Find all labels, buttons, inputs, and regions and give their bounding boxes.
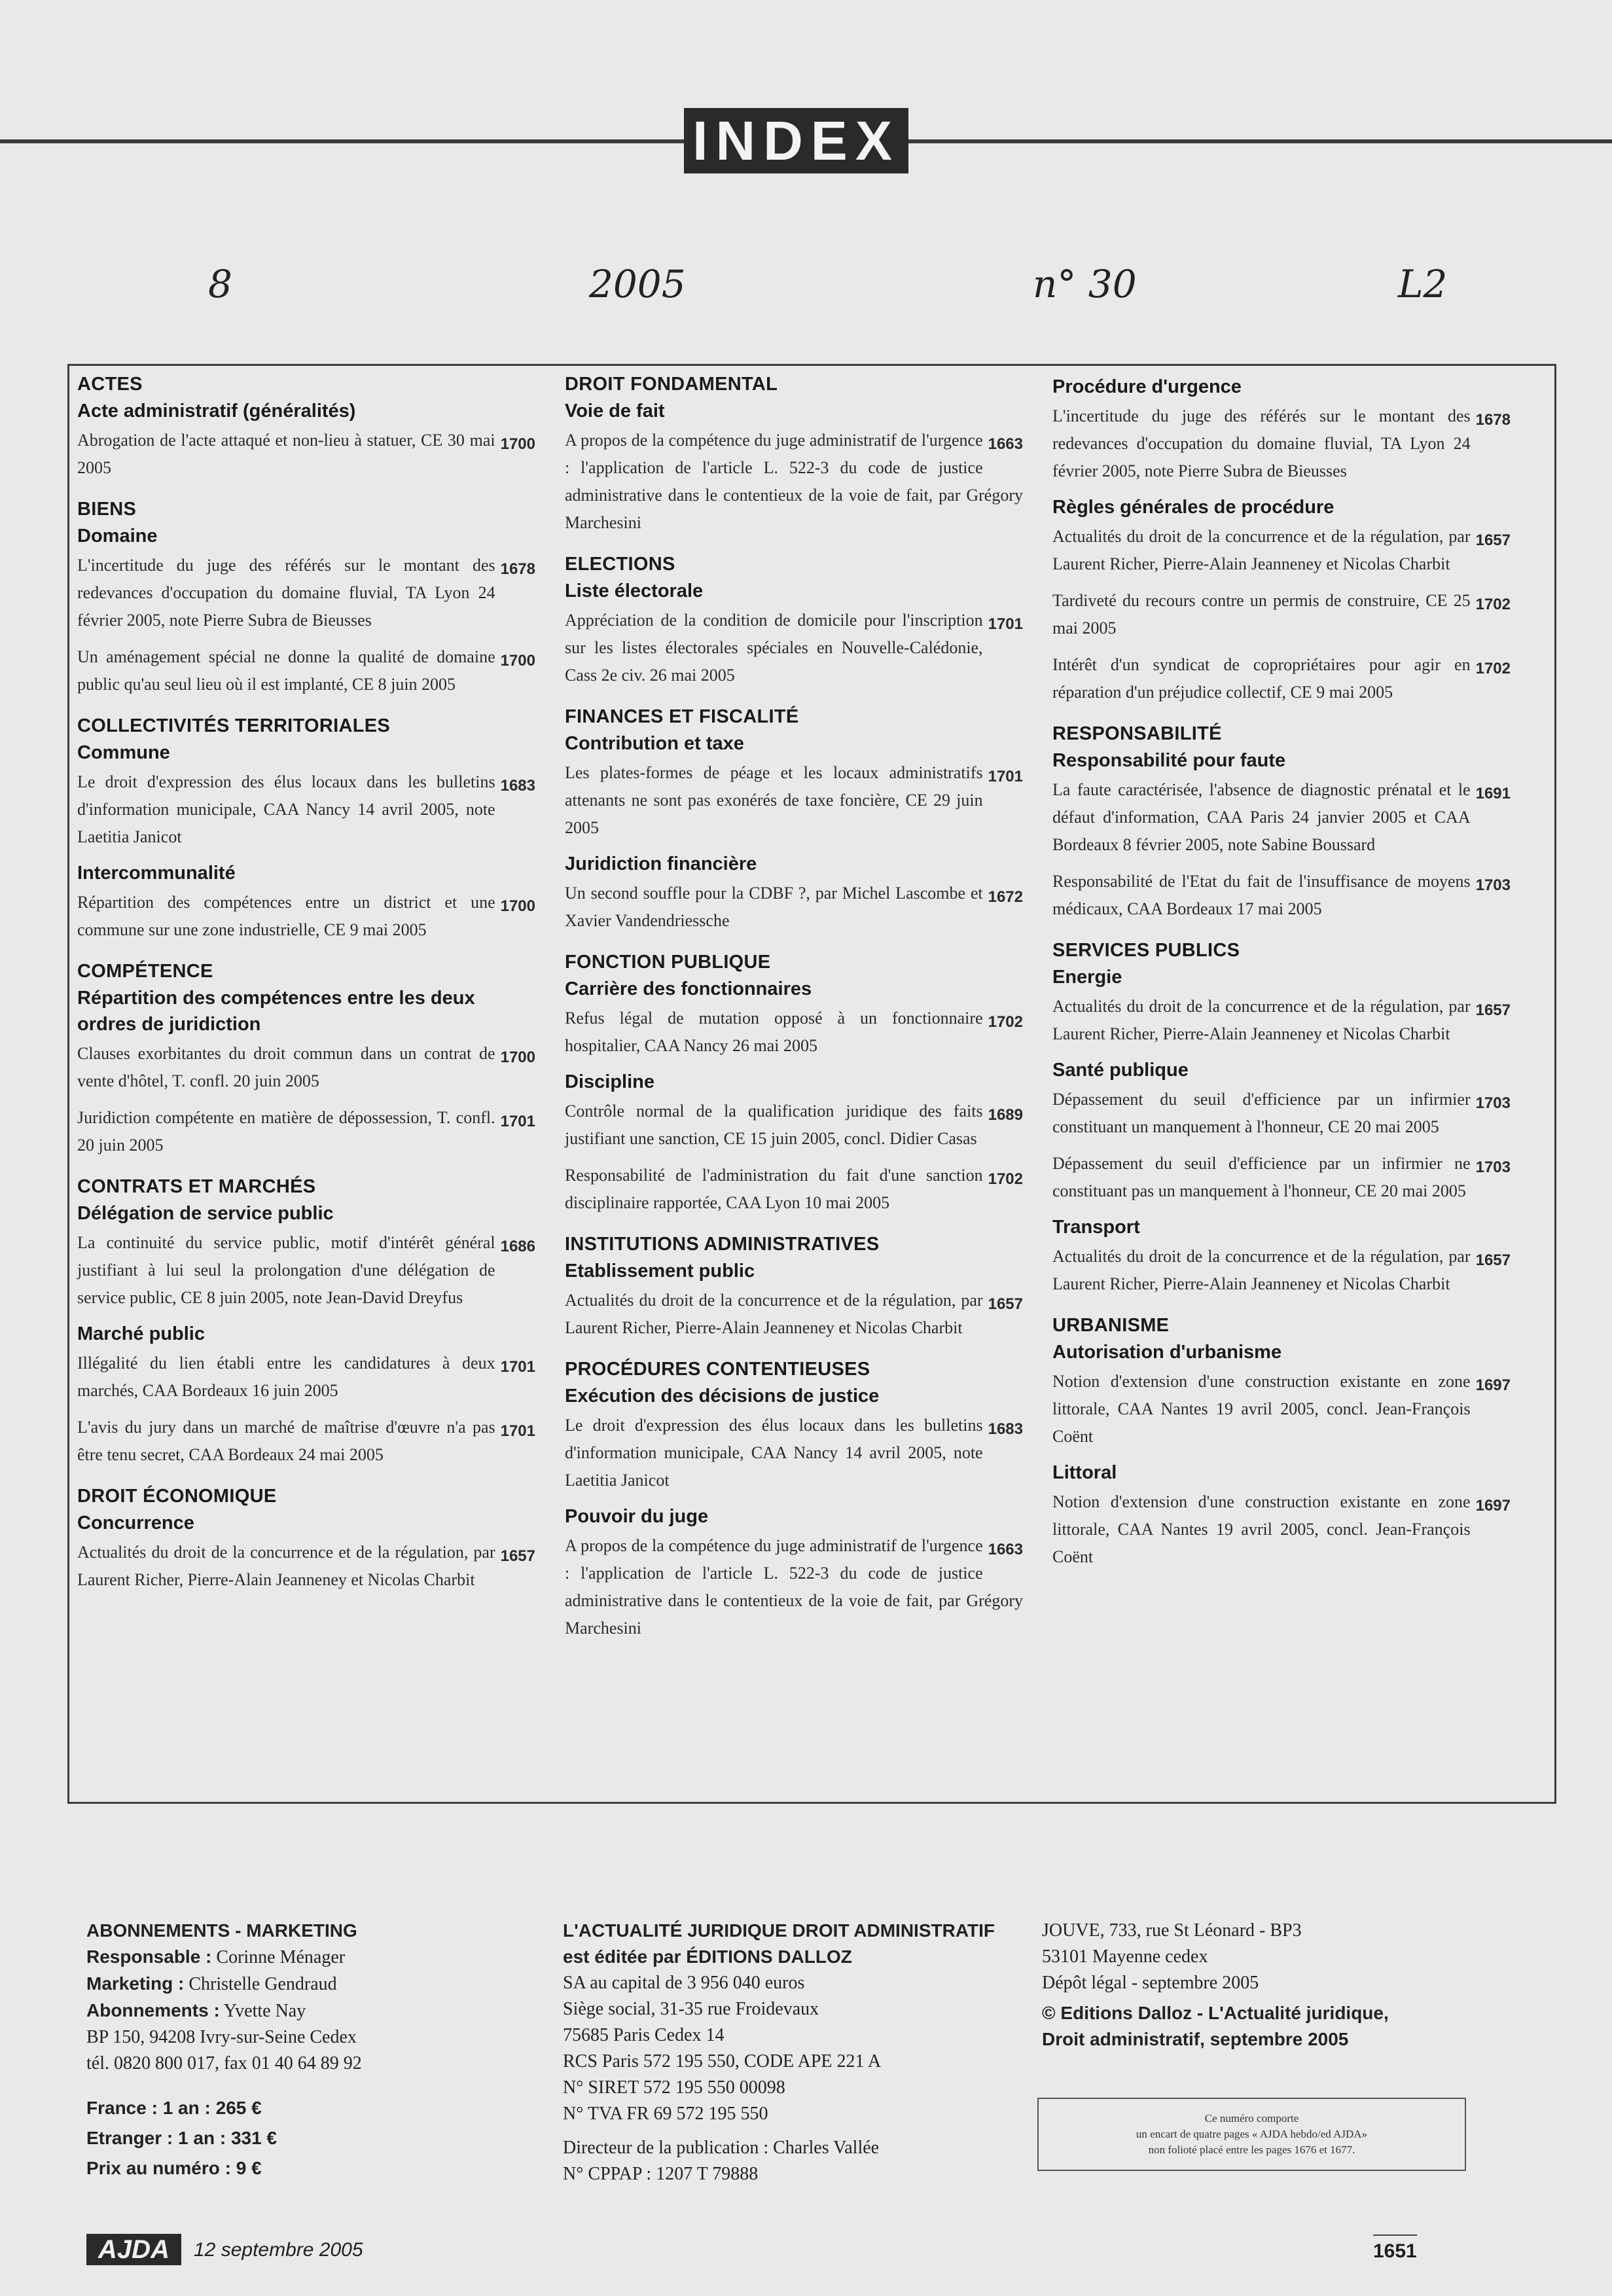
printer-line: Dépôt légal - septembre 2005 [1042, 1973, 1259, 1993]
publisher-heading-2: est éditée par ÉDITIONS DALLOZ [563, 1946, 852, 1967]
index-entry-text: Responsabilité de l'administration du fait d'une sanction disciplinaire rapportée, CAA Lyon 10 mai 2005 [565, 1166, 983, 1212]
index-entry-page: 1678 [500, 560, 535, 578]
index-entry-text: A propos de la compétence du juge administratif de l'urgence : l'application de l'article L. 522-3 du code de justice administrative dans le contentieux de la voie de fait, par Grégory Marchesini [565, 1536, 1023, 1638]
index-column-1 [77, 374, 535, 1603]
index-section-heading: SERVICES PUBLICS [1052, 940, 1240, 961]
footer-printer [1042, 1918, 1500, 2053]
index-subheading: Répartition des compétences entre les deux ordres de juridiction [77, 988, 475, 1035]
index-section-heading: DROIT ÉCONOMIQUE [77, 1486, 277, 1507]
index-entry [1052, 1488, 1511, 1571]
index-entry-page: 1701 [500, 1358, 535, 1376]
handwritten-note-2: 2005 [589, 262, 686, 306]
index-entry-page: 1691 [1475, 785, 1511, 802]
page-number: 1651 [1373, 2234, 1417, 2267]
index-entry-text: Appréciation de la condition de domicile pour l'inscription sur les listes électorales spéciales en Nouvelle-Calédonie, Cass 2e civ. 26 mai 2005 [565, 611, 983, 685]
handwritten-note-1: 8 [208, 262, 232, 306]
footer-publisher [563, 1918, 1047, 2187]
index-entry-page: 1700 [500, 897, 535, 915]
publisher-line: SA au capital de 3 956 040 euros [563, 1973, 805, 1993]
index-entry [77, 1040, 535, 1095]
index-entry-page: 1702 [988, 1170, 1023, 1188]
publisher-line: 75685 Paris Cedex 14 [563, 2025, 725, 2045]
index-entry-page: 1701 [988, 768, 1023, 785]
index-table [67, 364, 1556, 1804]
index-subheading: Etablissement public [565, 1261, 755, 1282]
index-entry [77, 889, 535, 944]
index-entry-page: 1701 [500, 1422, 535, 1440]
index-entry-page: 1697 [1475, 1376, 1511, 1394]
index-title: INDEX [684, 108, 908, 173]
index-entry [77, 768, 535, 851]
index-entry-page: 1678 [1475, 411, 1511, 429]
index-entry [77, 1350, 535, 1405]
index-entry-text: Responsabilité de l'Etat du fait de l'insuffisance de moyens médicaux, CAA Bordeaux 17 mai 2005 [1052, 872, 1471, 918]
index-subheading: Littoral [1052, 1462, 1117, 1483]
index-entry-text: Dépassement du seuil d'efficience par un infirmier constituant un manquement à l'honneur, CE 20 mai 2005 [1052, 1090, 1471, 1136]
index-subheading: Autorisation d'urbanisme [1052, 1342, 1282, 1363]
index-entry-text: Abrogation de l'acte attaqué et non-lieu à statuer, CE 30 mai 2005 [77, 431, 495, 477]
index-entry-page: 1657 [500, 1547, 535, 1565]
index-section-heading: COLLECTIVITÉS TERRITORIALES [77, 715, 391, 736]
index-entry-text: Illégalité du lien établi entre les candidatures à deux marchés, CAA Bordeaux 16 juin 2005 [77, 1354, 495, 1400]
printer-line: 53101 Mayenne cedex [1042, 1946, 1208, 1967]
index-entry-page: 1657 [1475, 1001, 1511, 1019]
index-section-heading: ELECTIONS [565, 554, 675, 575]
index-entry-text: Les plates-formes de péage et les locaux administratifs attenants ne sont pas exonérés de taxe foncière, CE 29 juin 2005 [565, 763, 983, 837]
ajda-logo: AJDA [86, 2234, 181, 2265]
index-entry-text: L'avis du jury dans un marché de maîtrise d'œuvre n'a pas être tenu secret, CAA Bordeaux 24 mai 2005 [77, 1418, 495, 1464]
index-column-3 [1052, 374, 1511, 1580]
index-entry-text: L'incertitude du juge des référés sur le montant des redevances d'occupation du domaine fluvial, TA Lyon 24 février 2005, note Pierre Subra de Bieusses [77, 556, 495, 630]
index-subheading: Responsabilité pour faute [1052, 750, 1286, 771]
index-entry-text: Notion d'extension d'une construction existante en zone littorale, CAA Nantes 19 avril 2005, concl. Jean-François Coënt [1052, 1492, 1471, 1566]
index-section-heading: URBANISME [1052, 1315, 1170, 1336]
index-entry [77, 552, 535, 634]
publisher-heading-1: L'ACTUALITÉ JURIDIQUE DROIT ADMINISTRATIF [563, 1920, 995, 1941]
index-entry-page: 1702 [1475, 596, 1511, 613]
insert-notice: Ce numéro comporte un encart de quatre pages « AJDA hebdo/ed AJDA» non folioté placé entre les pages 1676 et 1677. [1037, 2098, 1466, 2171]
index-entry-text: Le droit d'expression des élus locaux dans les bulletins d'information municipale, CAA Nancy 14 avril 2005, note Laetitia Janicot [77, 772, 495, 846]
footer-subscriptions [86, 1918, 545, 2181]
index-subheading: Exécution des décisions de justice [565, 1386, 880, 1407]
price-issue: Prix au numéro : 9 € [86, 2158, 262, 2178]
index-entry-text: Dépassement du seuil d'efficience par un infirmier ne constituant pas un manquement à l'honneur, CE 20 mai 2005 [1052, 1154, 1471, 1200]
index-subheading: Liste électorale [565, 581, 704, 601]
index-entry-text: Actualités du droit de la concurrence et de la régulation, par Laurent Richer, Pierre-Alain Jeanneney et Nicolas Charbit [77, 1543, 495, 1589]
index-entry-page: 1657 [988, 1295, 1023, 1313]
index-entry-page: 1663 [988, 1541, 1023, 1558]
copyright-line-2: Droit administratif, septembre 2005 [1042, 2029, 1349, 2049]
index-entry [565, 427, 1023, 537]
index-entry-text: Actualités du droit de la concurrence et de la régulation, par Laurent Richer, Pierre-Alain Jeanneney et Nicolas Charbit [1052, 1247, 1471, 1293]
index-entry-page: 1689 [988, 1106, 1023, 1124]
publisher-line: N° TVA FR 69 572 195 550 [563, 2104, 768, 2124]
price-france: France : 1 an : 265 € [86, 2098, 262, 2118]
index-entry-page: 1672 [988, 888, 1023, 906]
index-entry [1052, 1150, 1511, 1205]
handwritten-note-3: n° 30 [1033, 262, 1137, 306]
index-entry [565, 607, 1023, 689]
index-entry [565, 759, 1023, 842]
footer-line: BP 150, 94208 Ivry-sur-Seine Cedex [86, 2027, 357, 2047]
index-entry [565, 1162, 1023, 1217]
index-entry [1052, 776, 1511, 859]
index-entry-text: Intérêt d'un syndicat de copropriétaires pour agir en réparation d'un préjudice collectif, CE 9 mai 2005 [1052, 655, 1471, 702]
index-entry-text: Le droit d'expression des élus locaux dans les bulletins d'information municipale, CAA Nancy 14 avril 2005, note Laetitia Janicot [565, 1416, 983, 1490]
index-entry [1052, 868, 1511, 923]
index-entry [77, 1229, 535, 1312]
index-entry [565, 1005, 1023, 1060]
index-entry [77, 427, 535, 482]
handwritten-note-4: L2 [1398, 262, 1448, 306]
index-subheading: Règles générales de procédure [1052, 497, 1334, 518]
index-subheading: Carrière des fonctionnaires [565, 978, 812, 999]
index-entry-text: Refus légal de mutation opposé à un fonctionnaire hospitalier, CAA Nancy 26 mai 2005 [565, 1009, 983, 1055]
index-section-heading: PROCÉDURES CONTENTIEUSES [565, 1359, 870, 1380]
copyright-line-1: © Editions Dalloz - L'Actualité juridique, [1042, 2003, 1389, 2023]
index-entry-page: 1700 [500, 652, 535, 670]
index-entry [1052, 403, 1511, 485]
index-entry [565, 1098, 1023, 1153]
index-entry-page: 1702 [988, 1013, 1023, 1031]
index-subheading: Contribution et taxe [565, 733, 744, 754]
index-entry-text: Actualités du droit de la concurrence et de la régulation, par Laurent Richer, Pierre-Alain Jeanneney et Nicolas Charbit [1052, 997, 1471, 1043]
index-entry-page: 1703 [1475, 1094, 1511, 1112]
index-subheading: Commune [77, 742, 170, 763]
index-entry-page: 1683 [500, 777, 535, 795]
cppap-number: N° CPPAP : 1207 T 79888 [563, 2164, 759, 2184]
index-subheading: Transport [1052, 1217, 1140, 1238]
index-entry [1052, 993, 1511, 1048]
index-section-heading: BIENS [77, 499, 137, 520]
index-entry-page: 1657 [1475, 1251, 1511, 1269]
index-subheading: Energie [1052, 967, 1122, 988]
printer-line: JOUVE, 733, rue St Léonard - BP3 [1042, 1920, 1302, 1941]
publication-director: Directeur de la publication : Charles Vallée [563, 2138, 880, 2158]
index-subheading: Domaine [77, 526, 158, 547]
index-section-heading: INSTITUTIONS ADMINISTRATIVES [565, 1234, 880, 1255]
index-entry-text: A propos de la compétence du juge administratif de l'urgence : l'application de l'article L. 522-3 du code de justice administrative dans le contentieux de la voie de fait, par Grégory Marchesini [565, 431, 1023, 532]
footer-line: tél. 0820 800 017, fax 01 40 64 89 92 [86, 2053, 362, 2073]
index-section-heading: RESPONSABILITÉ [1052, 723, 1222, 744]
index-entry [1052, 1243, 1511, 1298]
index-subheading: Juridiction financière [565, 853, 757, 874]
index-entry-text: Tardiveté du recours contre un permis de construire, CE 25 mai 2005 [1052, 591, 1471, 637]
index-entry [77, 1539, 535, 1594]
index-entry [565, 880, 1023, 935]
index-entry-page: 1702 [1475, 660, 1511, 677]
index-entry-page: 1701 [988, 615, 1023, 633]
index-entry-text: Actualités du droit de la concurrence et de la régulation, par Laurent Richer, Pierre-Alain Jeanneney et Nicolas Charbit [565, 1291, 983, 1337]
index-entry-text: Répartition des compétences entre un district et une commune sur une zone industrielle, CE 9 mai 2005 [77, 893, 495, 939]
index-entry-text: Un second souffle pour la CDBF ?, par Michel Lascombe et Xavier Vandendriessche [565, 884, 983, 930]
index-subheading: Concurrence [77, 1513, 194, 1534]
index-entry-text: La faute caractérisée, l'absence de diagnostic prénatal et le défaut d'information, CAA Paris 24 janvier 2005 et CAA Bordeaux 8 février 2005, note Sabine Boussard [1052, 780, 1471, 854]
index-entry-text: Clauses exorbitantes du droit commun dans un contrat de vente d'hôtel, T. confl. 20 juin 2005 [77, 1044, 495, 1090]
index-column-2 [565, 374, 1023, 1651]
issue-date: 12 septembre 2005 [194, 2239, 363, 2261]
footer-line: Abonnements : Yvette Nay [86, 2000, 306, 2021]
index-section-heading: FINANCES ET FISCALITÉ [565, 706, 799, 727]
index-entry [565, 1412, 1023, 1494]
index-entry-page: 1697 [1475, 1497, 1511, 1515]
index-subheading: Acte administratif (généralités) [77, 401, 356, 422]
price-abroad: Etranger : 1 an : 331 € [86, 2128, 278, 2148]
index-entry [77, 1414, 535, 1469]
index-entry [1052, 1086, 1511, 1141]
footer-subscriptions-heading: ABONNEMENTS - MARKETING [86, 1920, 357, 1941]
publisher-line: Siège social, 31-35 rue Froidevaux [563, 1999, 819, 2019]
index-entry-text: La continuité du service public, motif d'intérêt général justifiant à lui seul la prolongation d'une délégation de service public, CE 8 juin 2005, note Jean-David Dreyfus [77, 1233, 495, 1307]
index-section-heading: ACTES [77, 374, 143, 395]
index-section-heading: DROIT FONDAMENTAL [565, 374, 778, 395]
index-subheading: Discipline [565, 1071, 654, 1092]
index-entry-page: 1686 [500, 1238, 535, 1255]
index-section-heading: FONCTION PUBLIQUE [565, 952, 771, 973]
index-entry-page: 1701 [500, 1113, 535, 1130]
index-subheading: Procédure d'urgence [1052, 376, 1242, 397]
index-subheading: Délégation de service public [77, 1203, 334, 1224]
index-entry [1052, 587, 1511, 642]
index-entry [565, 1532, 1023, 1642]
index-subheading: Marché public [77, 1323, 205, 1344]
index-entry-page: 1700 [500, 1049, 535, 1066]
index-entry [1052, 651, 1511, 706]
index-subheading: Santé publique [1052, 1060, 1189, 1081]
index-section-heading: COMPÉTENCE [77, 961, 213, 982]
index-entry [77, 643, 535, 698]
index-entry-page: 1683 [988, 1420, 1023, 1438]
index-subheading: Voie de fait [565, 401, 665, 422]
index-entry-page: 1703 [1475, 1158, 1511, 1176]
index-entry [77, 1104, 535, 1159]
index-entry [1052, 523, 1511, 578]
index-entry-page: 1703 [1475, 876, 1511, 894]
index-entry-page: 1663 [988, 435, 1023, 453]
index-entry [565, 1287, 1023, 1342]
index-entry-text: Contrôle normal de la qualification juridique des faits justifiant une sanction, CE 15 juin 2005, concl. Didier Casas [565, 1102, 983, 1148]
index-section-heading: CONTRATS ET MARCHÉS [77, 1176, 316, 1197]
index-entry-text: Un aménagement spécial ne donne la qualité de domaine public qu'au seul lieu où il est implanté, CE 8 juin 2005 [77, 647, 495, 694]
index-entry-text: Actualités du droit de la concurrence et de la régulation, par Laurent Richer, Pierre-Alain Jeanneney et Nicolas Charbit [1052, 527, 1471, 573]
index-entry-page: 1657 [1475, 531, 1511, 549]
index-entry-text: L'incertitude du juge des référés sur le montant des redevances d'occupation du domaine fluvial, TA Lyon 24 février 2005, note Pierre Subra de Bieusses [1052, 406, 1471, 480]
index-entry-text: Notion d'extension d'une construction existante en zone littorale, CAA Nantes 19 avril 2005, concl. Jean-François Coënt [1052, 1372, 1471, 1446]
index-entry-page: 1700 [500, 435, 535, 453]
index-subheading: Pouvoir du juge [565, 1506, 709, 1527]
footer-line: Responsable : Corinne Ménager [86, 1946, 346, 1967]
publisher-line: N° SIRET 572 195 550 00098 [563, 2077, 785, 2098]
index-subheading: Intercommunalité [77, 863, 236, 884]
footer-line: Marketing : Christelle Gendraud [86, 1973, 337, 1994]
publisher-line: RCS Paris 572 195 550, CODE APE 221 A [563, 2051, 882, 2072]
index-entry-text: Juridiction compétente en matière de dépossession, T. confl. 20 juin 2005 [77, 1108, 495, 1155]
index-entry [1052, 1368, 1511, 1450]
